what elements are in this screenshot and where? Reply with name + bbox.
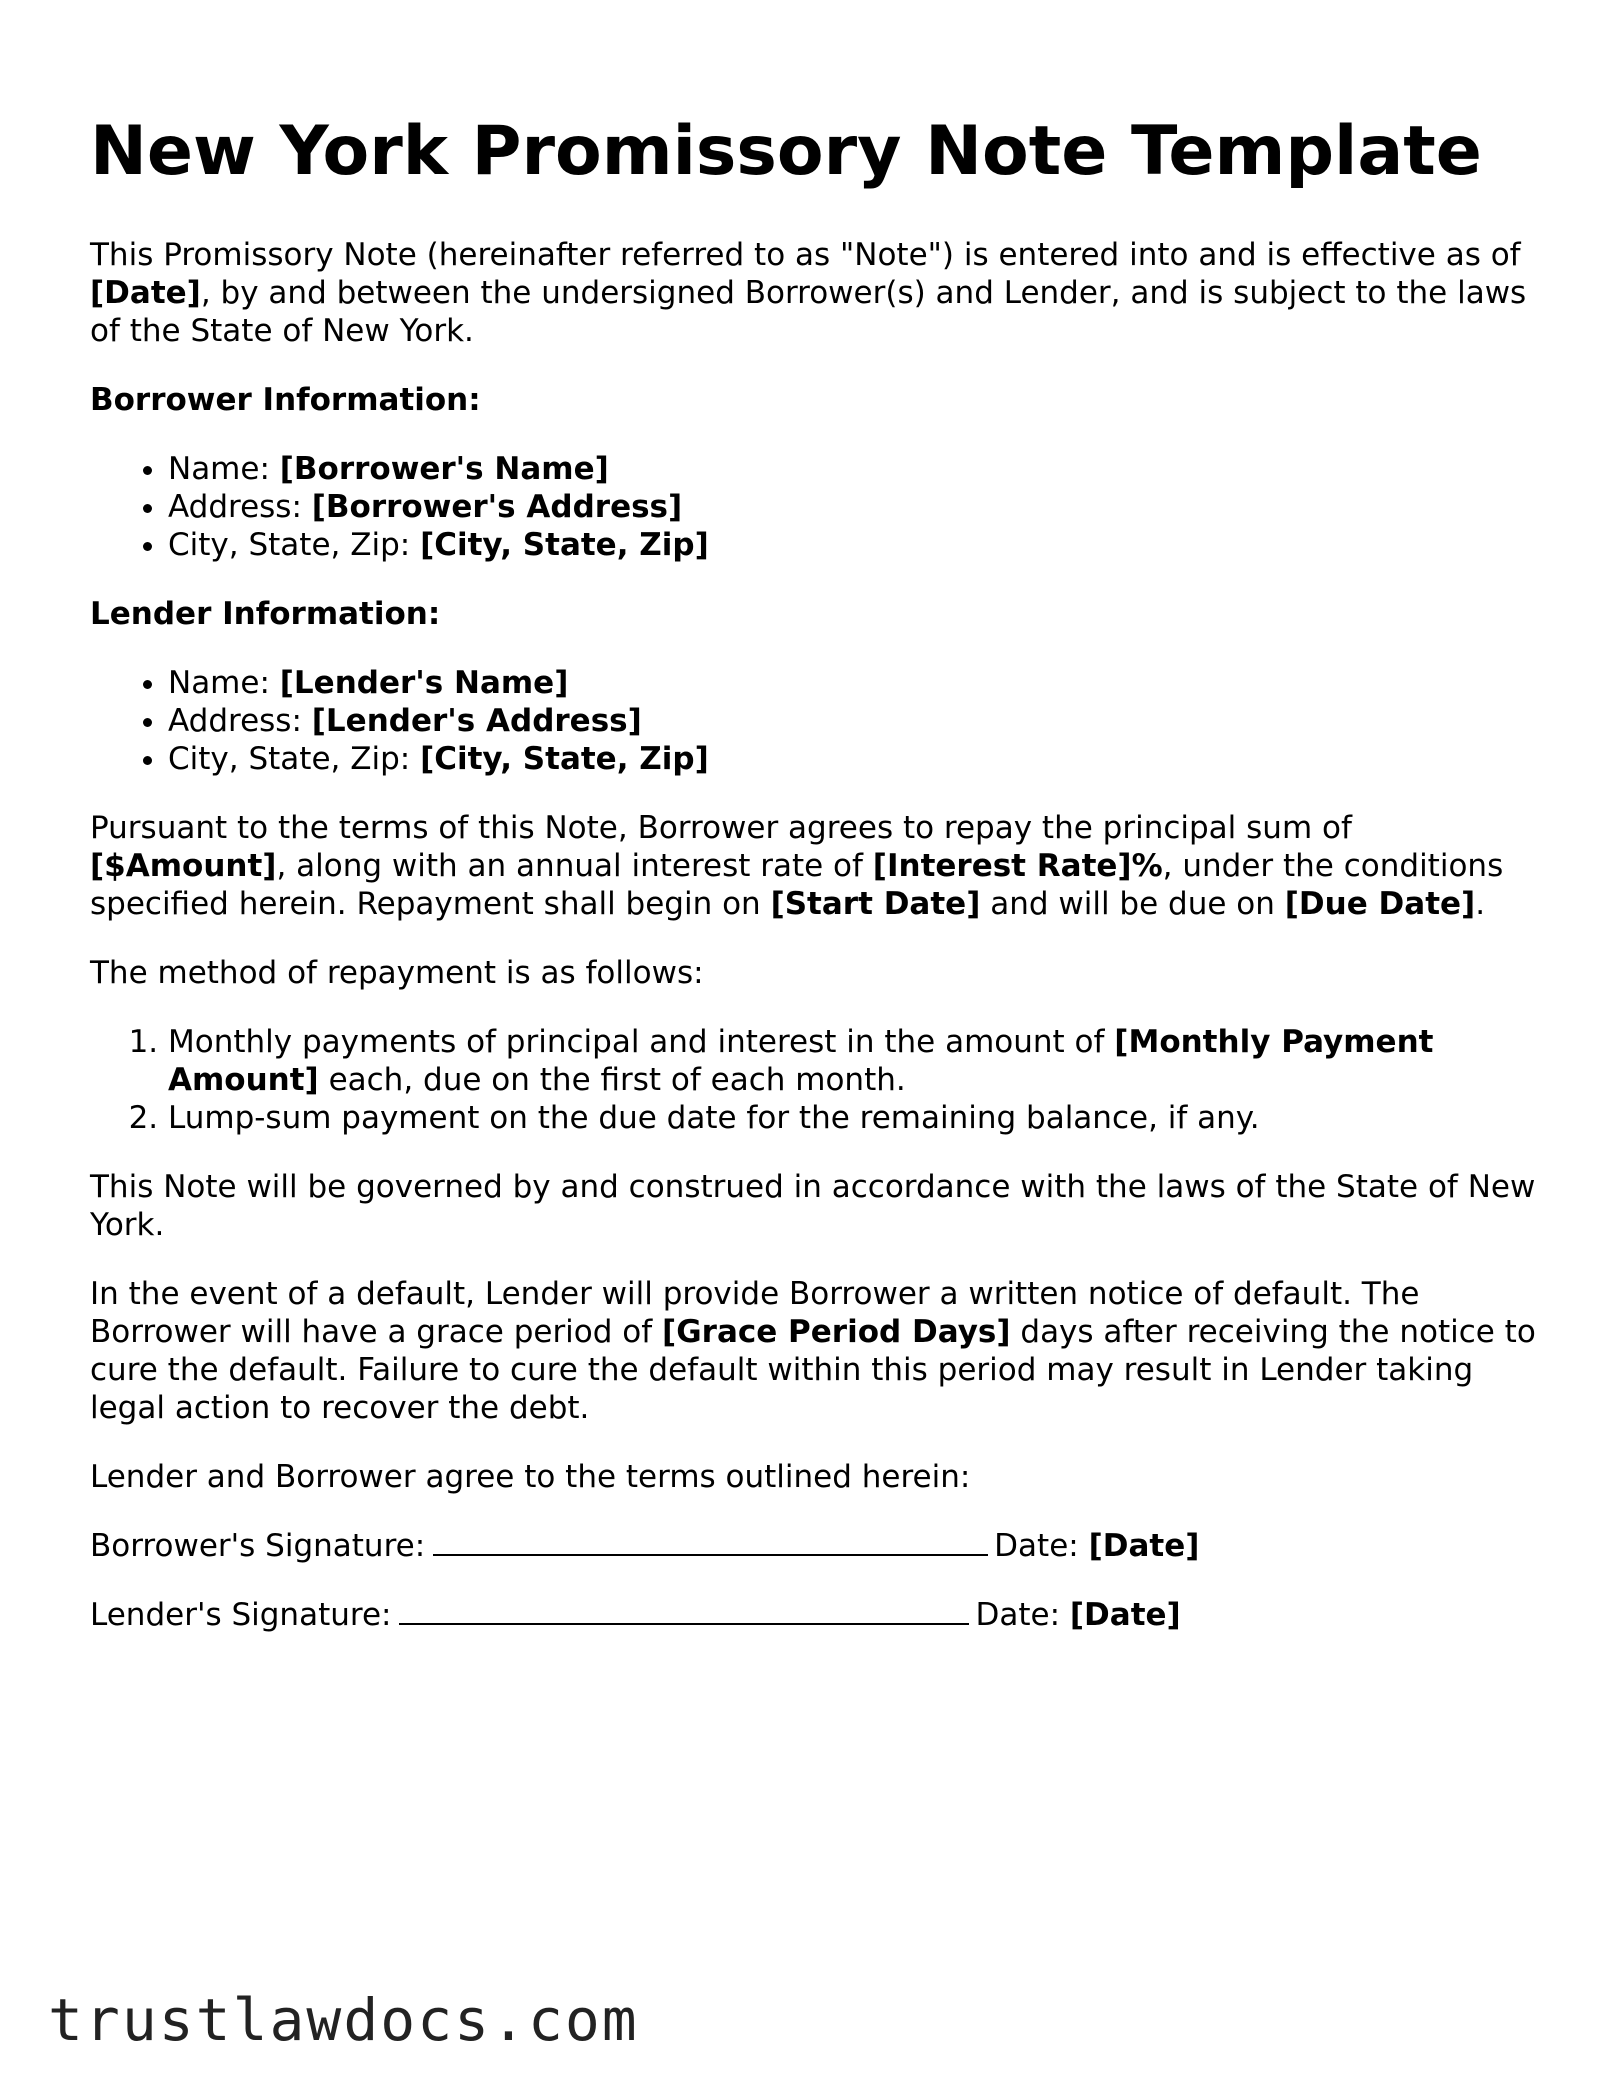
borrower-name-label: Name: xyxy=(168,451,280,487)
default-paragraph xyxy=(90,1275,1550,1427)
list-item xyxy=(168,702,1550,740)
borrower-signature-label: Borrower's Signature: xyxy=(90,1528,426,1564)
list-item xyxy=(168,1023,1550,1099)
lender-signature-label: Lender's Signature: xyxy=(90,1597,392,1633)
lender-city-label: City, State, Zip: xyxy=(168,741,421,777)
borrower-info-list xyxy=(90,450,1550,564)
terms-text-5: . xyxy=(1475,886,1486,922)
terms-text-2: , along with an annual interest rate of xyxy=(276,848,873,884)
intro-text-2: , by and between the undersigned Borrower(s) and Lender, and is subject to the laws of the State of New York. xyxy=(90,275,1527,349)
governing-law-paragraph: This Note will be governed by and construed in accordance with the laws of the State of New York. xyxy=(90,1169,1536,1243)
default-text-1: In the event of a default, Lender will provide Borrower a written notice of default. The Borrower will have a grace period of xyxy=(90,1276,1420,1350)
list-item xyxy=(168,740,1550,778)
lender-address-field: [Lender's Address] xyxy=(311,703,642,739)
list-item xyxy=(168,664,1550,702)
terms-text-1: Pursuant to the terms of this Note, Borrower agrees to repay the principal sum of xyxy=(90,810,1352,846)
borrower-signature-line[interactable] xyxy=(433,1530,988,1556)
method-intro: The method of repayment is as follows: xyxy=(90,955,704,991)
amount-field: [$Amount] xyxy=(90,848,277,884)
due-date-field: [Due Date] xyxy=(1284,886,1476,922)
lender-signature-row xyxy=(90,1596,1550,1634)
lender-info-list xyxy=(90,664,1550,778)
terms-text-4: and will be due on xyxy=(980,886,1285,922)
intro-text-1: This Promissory Note (hereinafter referred to as "Note") is entered into and is effective as of xyxy=(90,237,1521,273)
lender-heading: Lender Information: xyxy=(90,596,441,632)
start-date-field: [Start Date] xyxy=(770,886,981,922)
site-watermark: trustlawdocs.com xyxy=(48,1986,639,2054)
terms-paragraph xyxy=(90,809,1550,923)
repayment-method-list xyxy=(90,1023,1550,1137)
grace-period-field: [Grace Period Days] xyxy=(662,1314,1011,1350)
method-1-text-1: Monthly payments of principal and interest in the amount of xyxy=(168,1024,1115,1060)
list-item xyxy=(168,450,1550,488)
list-item xyxy=(168,488,1550,526)
terms-text-3: , under the conditions specified herein. Repayment shall begin on xyxy=(90,848,1504,922)
list-item xyxy=(168,526,1550,564)
borrower-heading: Borrower Information: xyxy=(90,382,481,418)
intro-date-field: [Date] xyxy=(90,275,201,311)
lender-date-field: [Date] xyxy=(1069,1597,1181,1633)
interest-rate-field: [Interest Rate]% xyxy=(872,848,1163,884)
default-text-2: days after receiving the notice to cure the default. Failure to cure the default within this period may result in Lender taking legal action to recover the debt. xyxy=(90,1314,1536,1426)
list-item: 2. Lump-sum payment on the due date for the remaining balance, if any. xyxy=(168,1099,1550,1137)
lender-address-label: Address: xyxy=(168,703,312,739)
borrower-signature-row xyxy=(90,1527,1550,1565)
monthly-payment-field: [Monthly Payment Amount] xyxy=(168,1024,1434,1098)
method-1-text-2: each, due on the first of each month. xyxy=(318,1062,906,1098)
lender-name-label: Name: xyxy=(168,665,280,701)
document-page xyxy=(90,112,1550,1665)
borrower-city-label: City, State, Zip: xyxy=(168,527,421,563)
borrower-name-field: [Borrower's Name] xyxy=(279,451,609,487)
borrower-date-label: Date: xyxy=(994,1528,1089,1564)
agreement-paragraph: Lender and Borrower agree to the terms outlined herein: xyxy=(90,1459,971,1495)
lender-name-field: [Lender's Name] xyxy=(279,665,569,701)
borrower-address-field: [Borrower's Address] xyxy=(311,489,683,525)
intro-paragraph xyxy=(90,236,1550,350)
lender-signature-line[interactable] xyxy=(399,1599,969,1625)
document-title: New York Promissory Note Template xyxy=(90,112,1482,191)
borrower-date-field: [Date] xyxy=(1088,1528,1200,1564)
lender-date-label: Date: xyxy=(975,1597,1070,1633)
lender-city-field: [City, State, Zip] xyxy=(420,741,709,777)
borrower-address-label: Address: xyxy=(168,489,312,525)
borrower-city-field: [City, State, Zip] xyxy=(420,527,709,563)
